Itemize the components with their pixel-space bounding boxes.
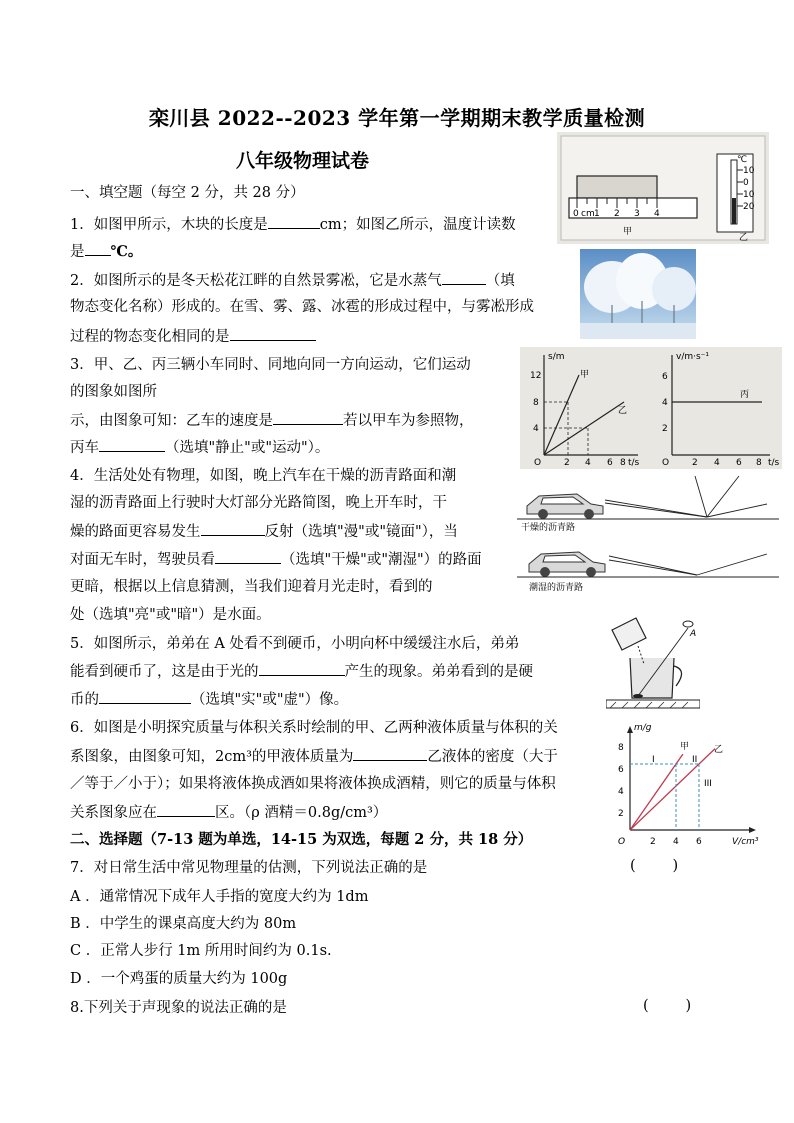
q7-option-c[interactable]: C ．正常人步行 1m 所用时间约为 0.1s. — [70, 943, 332, 959]
q6-blank-1[interactable] — [353, 746, 427, 761]
q8-stem: 8.下列关于声现象的说法正确的是 — [70, 1000, 287, 1016]
q2-blank-2[interactable] — [230, 326, 316, 341]
left-origin: O — [534, 458, 542, 468]
mv-ytick-2: 2 — [618, 809, 624, 819]
right-xtick-6: 6 — [736, 458, 742, 468]
q5-blank-1[interactable] — [259, 661, 345, 676]
q7-option-b[interactable]: B ．中学生的课桌高度大约为 80m — [70, 916, 297, 932]
q7-option-a[interactable]: A ．通常情况下成年人手指的宽度大约为 1dm — [70, 889, 369, 905]
mv-origin: O — [618, 837, 626, 847]
q5-line-3: 币的 （选填"实"或"虚"）像。 — [70, 689, 348, 710]
page-subtitle: 八年级物理试卷 — [236, 150, 370, 172]
eye-icon — [683, 621, 693, 627]
figure-mass-volume-graph — [612, 716, 772, 848]
mv-region-3: III — [704, 779, 712, 789]
mv-label-yi: 乙 — [714, 745, 724, 755]
q3-blank-1[interactable] — [273, 410, 343, 425]
thermo-tick-1: 10 — [743, 166, 755, 176]
q2-line-2: 物态变化名称）形成的。在雪、雾、露、冰雹的形成过程中，与雾凇形成 — [70, 299, 534, 315]
mv-line-yi — [630, 749, 715, 830]
ruler-unit: cm — [581, 209, 595, 219]
ruler-tick-0: 0 — [573, 209, 579, 219]
q2-blank-1[interactable] — [442, 270, 486, 285]
car-dry-icon — [527, 494, 603, 519]
q7-option-d[interactable]: D ．一个鸡蛋的质量大约为 100g — [70, 971, 288, 987]
fig-label-jia: 甲 — [623, 227, 633, 237]
figure-road-reflection — [517, 470, 779, 600]
ruler-tick-2: 2 — [614, 209, 620, 219]
figure-motion-graphs — [520, 347, 782, 469]
mv-label-jia: 甲 — [680, 742, 690, 752]
mv-ytick-6: 6 — [618, 765, 624, 775]
q1-blank-1[interactable] — [268, 214, 320, 229]
wet-road-caption: 潮湿的沥青路 — [529, 583, 584, 593]
mv-ytick-8: 8 — [618, 743, 624, 753]
mv-xtick-4: 4 — [673, 837, 679, 847]
q3-line-1: 3．甲、乙、丙三辆小车同时、同地向同一方向运动，它们运动 — [70, 357, 471, 373]
q2-line-1: 2．如图所示的是冬天松花江畔的自然景雾凇，它是水蒸气 （填 — [70, 270, 515, 291]
page-title: 栾川县 2022--2023 学年第一学期期末教学质量检测 — [148, 106, 646, 130]
mv-region-1: I — [652, 755, 655, 765]
mv-ylabel: m/g — [634, 723, 652, 733]
left-ylabel: s/m — [548, 352, 565, 362]
q1-line-2: 是 ℃。 — [70, 243, 143, 260]
q3-blank-2[interactable] — [99, 437, 165, 452]
left-xtick-4: 4 — [585, 458, 591, 468]
point-a-label: A — [690, 629, 697, 639]
q3-line-2: 的图象如图所 — [70, 384, 157, 400]
left-xtick-2: 2 — [564, 458, 570, 468]
left-ytick-4: 4 — [533, 424, 539, 434]
q3-line-3: 示，由图象可知：乙车的速度是 若以甲车为参照物， — [70, 410, 474, 431]
q4-line-5: 更暗，根据以上信息猜测，当我们迎着月光走时，看到的 — [70, 579, 433, 595]
q7-stem: 7．对日常生活中常见物理量的估测，下列说法正确的是 — [70, 860, 428, 876]
q6-line-1: 6．如图是小明探究质量与体积关系时绘制的甲、乙两种液体质量与体积的关 — [70, 720, 558, 736]
figure-coin-cup — [606, 612, 700, 712]
left-label-jia: 甲 — [580, 370, 590, 380]
q4-line-2: 湿的沥青路面上行驶时大灯部分光路简图，晚上开车时，干 — [70, 495, 447, 511]
q6-line-4: 关系图象应在 区。（ρ 酒精＝0.8g/cm³） — [70, 802, 387, 823]
q8-answer-paren[interactable]: ( ) — [643, 998, 692, 1014]
ruler-tick-4: 4 — [654, 209, 660, 219]
right-ytick-2: 2 — [662, 424, 668, 434]
q5-blank-2[interactable] — [99, 689, 191, 704]
q4-blank-2[interactable] — [215, 549, 281, 564]
thermo-tick-3: 10 — [743, 190, 755, 200]
mv-xtick-2: 2 — [650, 837, 656, 847]
right-ytick-4: 4 — [662, 398, 668, 408]
q4-line-1: 4．生活处处有物理，如图，晚上汽车在干燥的沥青路面和潮 — [70, 468, 457, 484]
q7-answer-paren[interactable]: ( ) — [630, 858, 679, 874]
q1-blank-2[interactable] — [85, 241, 111, 256]
left-xtick-8: 8 — [620, 458, 626, 468]
ruler-tick-1: 1 — [594, 209, 600, 219]
right-ylabel: v/m·s⁻¹ — [676, 352, 710, 362]
fig-label-yi: 乙 — [739, 233, 749, 243]
right-xtick-8: 8 — [756, 458, 762, 468]
q4-line-6: 处（选填"亮"或"暗"）是水面。 — [70, 607, 271, 623]
left-label-yi: 乙 — [618, 406, 628, 416]
q6-blank-2[interactable] — [157, 802, 215, 817]
right-xtick-2: 2 — [692, 458, 698, 468]
q5-line-1: 5．如图所示，弟弟在 A 处看不到硬币，小明向杯中缓缓注水后，弟弟 — [70, 636, 520, 652]
mv-region-2: II — [692, 755, 698, 765]
figure-ruler-thermometer — [557, 132, 769, 244]
mv-line-jia — [630, 754, 683, 830]
thermo-tick-2: 0 — [743, 178, 749, 188]
right-ytick-6: 6 — [662, 372, 668, 382]
right-label-bing: 丙 — [740, 390, 750, 400]
thermo-tick-4: 20 — [743, 202, 755, 212]
mv-xtick-6: 6 — [696, 837, 702, 847]
q5-line-2: 能看到硬币了，这是由于光的 产生的现象。弟弟看到的是硬 — [70, 661, 533, 682]
left-xlabel: t/s — [628, 458, 640, 468]
left-ytick-12: 12 — [530, 371, 542, 381]
mv-ytick-4: 4 — [618, 787, 624, 797]
right-xlabel: t/s — [768, 458, 780, 468]
car-wet-icon — [529, 552, 605, 577]
q2-line-3: 过程的物态变化相同的是 — [70, 326, 316, 347]
q4-line-4: 对面无车时，驾驶员看 （选填"干燥"或"潮湿"）的路面 — [70, 549, 482, 570]
right-origin: O — [662, 458, 670, 468]
q3-line-4: 丙车 （选填"静止"或"运动"）。 — [70, 437, 329, 458]
q1-line-1: 1．如图甲所示，木块的长度是 cm；如图乙所示，温度计读数 — [70, 214, 516, 235]
q4-line-3: 燥的路面更容易发生 反射（选填"漫"或"镜面"），当 — [70, 521, 458, 542]
ruler-tick-3: 3 — [634, 209, 640, 219]
dry-road-caption: 干燥的沥青路 — [521, 523, 576, 533]
section-1-heading: 一、填空题（每空 2 分，共 28 分） — [70, 185, 305, 201]
q6-line-2: 系图象，由图象可知，2cm³的甲液体质量为 乙液体的密度（大于 — [70, 746, 558, 767]
left-ytick-8: 8 — [533, 398, 539, 408]
mv-xlabel: V/cm³ — [732, 837, 759, 847]
q6-line-3: ／等于／小于）；如果将液体换成酒如果将液体换成酒精，则它的质量与体积 — [70, 776, 556, 792]
left-xtick-6: 6 — [607, 458, 613, 468]
rime-photo — [580, 249, 696, 339]
thermo-unit: ℃ — [737, 155, 748, 165]
section-2-heading: 二、选择题（7-13 题为单选，14-15 为双选，每题 2 分，共 18 分） — [70, 831, 533, 848]
q4-blank-1[interactable] — [201, 521, 265, 536]
right-xtick-4: 4 — [714, 458, 720, 468]
